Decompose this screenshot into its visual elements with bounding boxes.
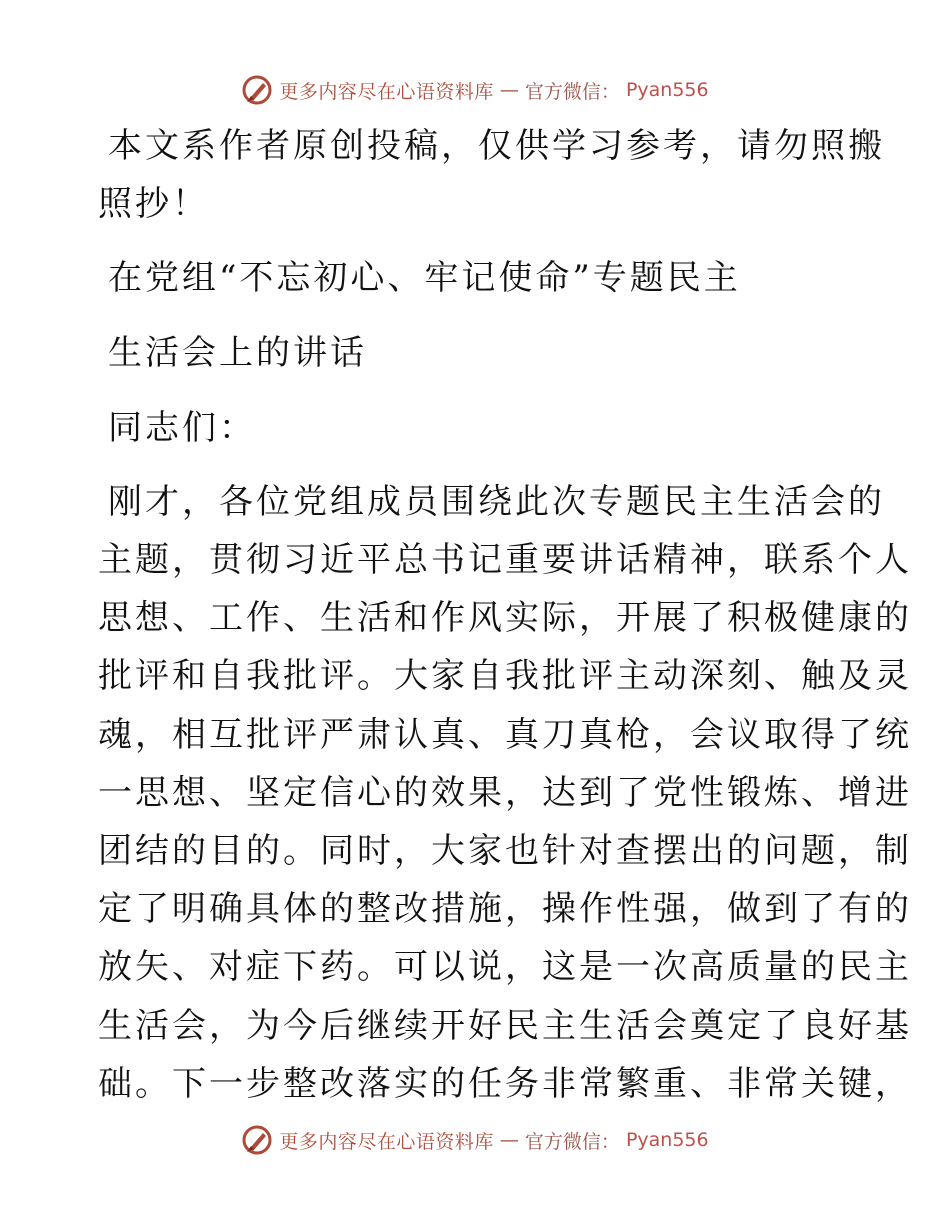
header-site-text: 更多内容尽在心语资料库 <box>279 80 494 103</box>
body-line: 团结的目的。同时，大家也针对查摆出的问题，制 <box>98 831 912 871</box>
body-line: 主题，贯彻习近平总书记重要讲话精神，联系个人 <box>98 540 912 580</box>
header-banner <box>0 70 950 110</box>
body-line: 一思想、坚定信心的效果，达到了党性锻炼、增进 <box>98 773 912 813</box>
title-line-2: 生活会上的讲话 <box>108 333 367 373</box>
body-line: 批评和自我批评。大家自我批评主动深刻、触及灵 <box>98 656 912 696</box>
pen-logo-icon <box>241 74 273 106</box>
body-line: 放矢、对症下药。可以说，这是一次高质量的民主 <box>98 947 912 987</box>
footer-separator: — <box>499 1129 519 1151</box>
footer-banner <box>0 1120 950 1160</box>
body-line: 思想、工作、生活和作风实际，开展了积极健康的 <box>98 598 912 638</box>
salutation: 同志们： <box>108 408 256 448</box>
title-line-1: 在党组“不忘初心、牢记使命”专题民主 <box>108 258 741 298</box>
footer-wechat-id: Pyan556 <box>625 1129 709 1151</box>
pen-logo-icon <box>241 1124 273 1156</box>
header-wechat-id: Pyan556 <box>625 79 709 101</box>
footer-site-text: 更多内容尽在心语资料库 <box>279 1130 494 1153</box>
footer-wechat-label: 官方微信： <box>524 1130 620 1153</box>
body-line: 础。下一步整改落实的任务非常繁重、非常关键， <box>98 1064 912 1104</box>
body-line: 刚才，各位党组成员围绕此次专题民主生活会的 <box>108 482 885 522</box>
notice-line-2: 照抄！ <box>98 184 209 224</box>
body-line: 魂，相互批评严肃认真、真刀真枪，会议取得了统 <box>98 715 912 755</box>
notice-line-1: 本文系作者原创投稿，仅供学习参考，请勿照搬 <box>108 126 885 166</box>
body-line: 定了明确具体的整改措施，操作性强，做到了有的 <box>98 889 912 929</box>
header-wechat-label: 官方微信： <box>524 80 620 103</box>
header-separator: — <box>499 79 519 101</box>
body-line: 生活会，为今后继续开好民主生活会奠定了良好基 <box>98 1006 912 1046</box>
